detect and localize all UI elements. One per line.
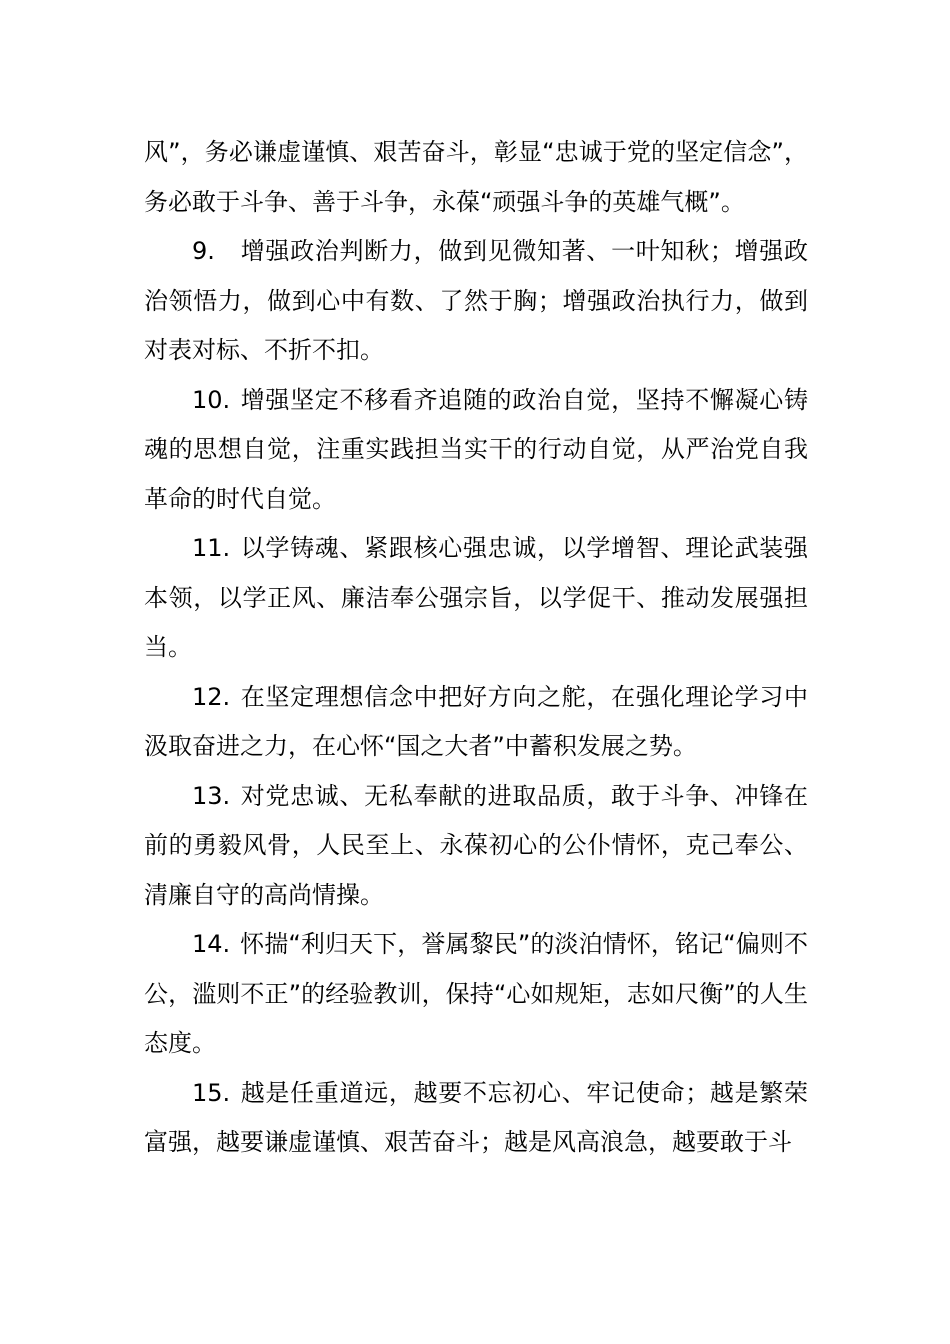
paragraph-9 <box>144 227 808 376</box>
paragraph-number: 9. <box>192 237 215 265</box>
paragraph-text: 越是任重道远，越要不忘初心、牢记使命；越是繁荣富强，越要谦虚谨慎、艰苦奋斗；越是风高浪急，越要敢于斗 <box>144 1078 808 1156</box>
paragraph-12 <box>144 673 808 772</box>
paragraph-text: 风”，务必谦虚谨慎、艰苦奋斗，彰显“忠诚于党的坚定信念”，务必敢于斗争、善于斗争，永葆“顽强斗争的英雄气概”。 <box>144 138 808 216</box>
paragraph-number: 13. <box>192 781 231 810</box>
paragraph-number: 10. <box>192 385 231 414</box>
paragraph-11 <box>144 524 808 673</box>
paragraph-number: 15. <box>192 1078 231 1107</box>
paragraph-text: 以学铸魂、紧跟核心强忠诚，以学增智、理论武装强本领，以学正风、廉洁奉公强宗旨，以学促干、推动发展强担当。 <box>144 534 808 661</box>
paragraph-text: 增强政治判断力，做到见微知著、一叶知秋；增强政治领悟力，做到心中有数、了然于胸；增强政治执行力，做到对表对标、不折不扣。 <box>144 237 808 364</box>
paragraph-10 <box>144 376 808 525</box>
paragraph-continued <box>144 128 808 227</box>
paragraph-number: 11. <box>192 534 231 562</box>
paragraph-15 <box>144 1069 808 1168</box>
paragraph-text: 增强坚定不移看齐追随的政治自觉，坚持不懈凝心铸魂的思想自觉，注重实践担当实干的行动自觉，从严治党自我革命的时代自觉。 <box>144 385 808 513</box>
paragraph-text: 怀揣“利归天下，誉属黎民”的淡泊情怀，铭记“偏则不公，滥则不正”的经验教训，保持“心如规矩，志如尺衡”的人生态度。 <box>144 930 808 1057</box>
paragraph-text: 在坚定理想信念中把好方向之舵，在强化理论学习中汲取奋进之力，在心怀“国之大者”中蓄积发展之势。 <box>144 682 808 760</box>
paragraph-13 <box>144 772 808 921</box>
paragraph-text: 对党忠诚、无私奉献的进取品质，敢于斗争、冲锋在前的勇毅风骨，人民至上、永葆初心的公仆情怀，克己奉公、清廉自守的高尚情操。 <box>144 781 808 909</box>
paragraph-14 <box>144 920 808 1069</box>
paragraph-number: 14. <box>192 930 231 958</box>
paragraph-number: 12. <box>192 682 231 711</box>
document-body <box>144 128 808 1168</box>
